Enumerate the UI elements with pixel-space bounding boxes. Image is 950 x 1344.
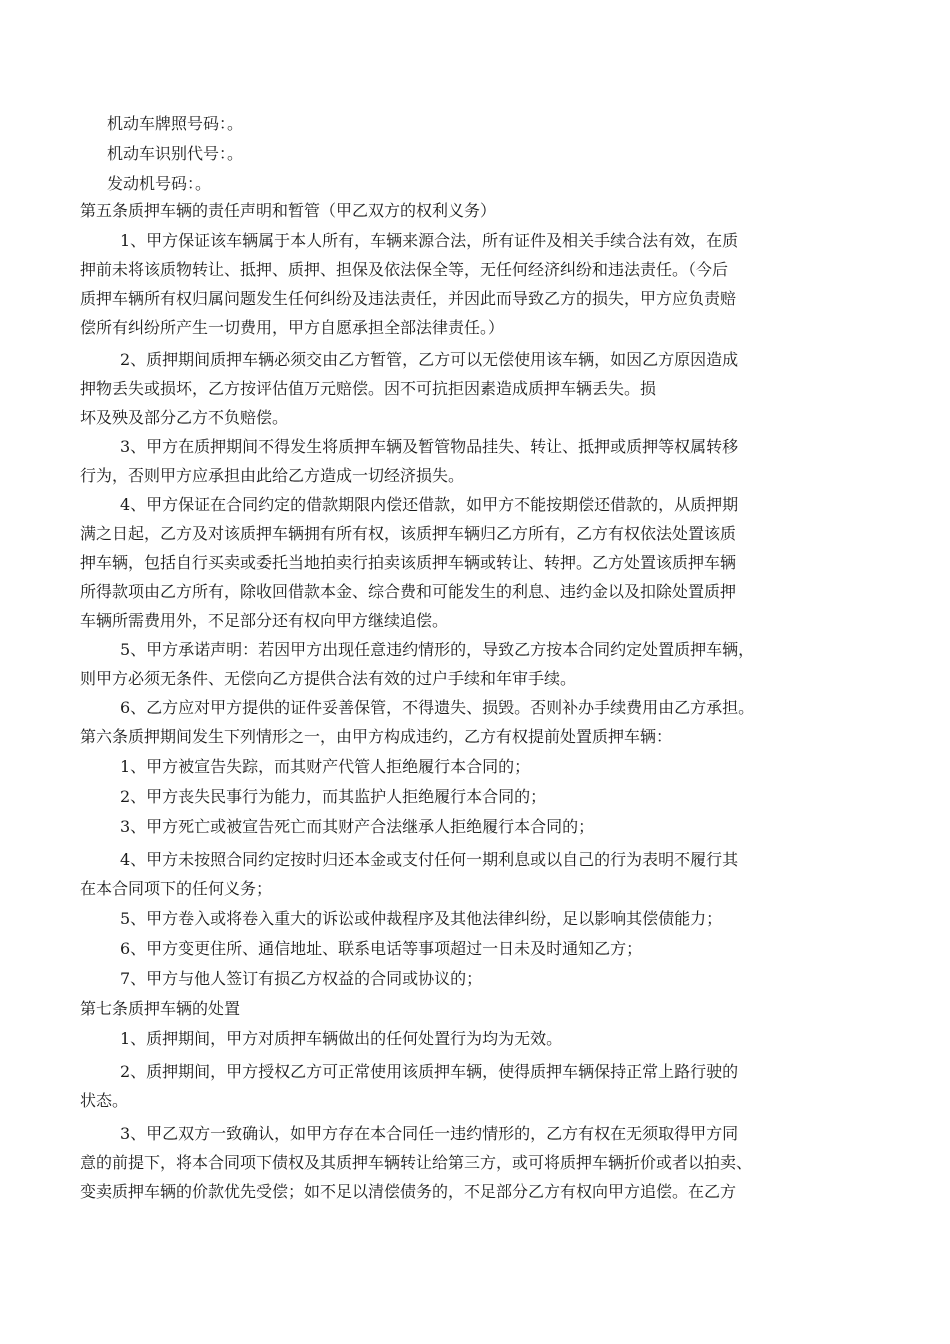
article5-p4-line: 所得款项由乙方所有，除收回借款本金、综合费和可能发生的利息、违约金以及扣除处置质押	[80, 582, 737, 601]
article7-p2-line: 状态。	[80, 1091, 129, 1110]
article5-p5-line: 则甲方必须无条件、无偿向乙方提供合法有效的过户手续和年审手续。	[80, 669, 577, 688]
article5-p3-line: 行为，否则甲方应承担由此给乙方造成一切经济损失。	[80, 466, 465, 485]
article5-p3-line: 3、甲方在质押期间不得发生将质押车辆及暂管物品挂失、转让、抵押或质押等权属转移	[120, 437, 739, 456]
article6-item: 5、甲方卷入或将卷入重大的诉讼或仲裁程序及其他法律纠纷，足以影响其偿债能力；	[120, 909, 723, 928]
article5-p1-line: 押前未将该质物转让、抵押、质押、担保及依法保全等，无任何经济纠纷和违法责任。（今后	[80, 260, 729, 279]
article5-p2-line: 押物丢失或损坏，乙方按评估值万元赔偿。因不可抗拒因素造成质押车辆丢失。损	[80, 379, 657, 398]
article6-item: 4、甲方未按照合同约定按时归还本金或支付任何一期利息或以自己的行为表明不履行其	[120, 850, 739, 869]
article6-item: 2、甲方丧失民事行为能力，而其监护人拒绝履行本合同的；	[120, 787, 547, 806]
article5-p2-line: 2、质押期间质押车辆必须交由乙方暂管，乙方可以无偿使用该车辆，如因乙方原因造成	[120, 350, 739, 369]
article6-heading: 第六条质押期间发生下列情形之一，由甲方构成违约，乙方有权提前处置质押车辆：	[80, 727, 673, 746]
article6-item: 7、甲方与他人签订有损乙方权益的合同或协议的；	[120, 969, 483, 988]
article6-item: 在本合同项下的任何义务；	[80, 879, 273, 898]
article6-item: 1、甲方被宣告失踪，而其财产代管人拒绝履行本合同的；	[120, 757, 531, 776]
article6-item: 3、甲方死亡或被宣告死亡而其财产合法继承人拒绝履行本合同的；	[120, 817, 595, 836]
article5-p4-line: 满之日起，乙方及对该质押车辆拥有所有权，该质押车辆归乙方所有，乙方有权依法处置该质	[80, 524, 737, 543]
engine-number-field: 发动机号码：。	[107, 174, 212, 193]
article5-p5-line: 5、甲方承诺声明：若因甲方出现任意违约情形的，导致乙方按本合同约定处置质押车辆，	[120, 640, 755, 659]
article5-p1-line: 偿所有纠纷所产生一切费用，甲方自愿承担全部法律责任。）	[80, 318, 505, 337]
article5-p4-line: 车辆所需费用外，不足部分还有权向甲方继续追偿。	[80, 611, 449, 630]
article7-p3-line: 变卖质押车辆的价款优先受偿；如不足以清偿债务的，不足部分乙方有权向甲方追偿。在乙方	[80, 1182, 737, 1201]
article7-p1-line: 1、质押期间，甲方对质押车辆做出的任何处置行为均为无效。	[120, 1029, 563, 1048]
article5-p6-line: 6、乙方应对甲方提供的证件妥善保管，不得遗失、损毁。否则补办手续费用由乙方承担。	[120, 698, 755, 717]
article5-p1-line: 1、甲方保证该车辆属于本人所有，车辆来源合法，所有证件及相关手续合法有效，在质	[120, 231, 739, 250]
license-plate-field: 机动车牌照号码：。	[107, 114, 244, 133]
article7-p3-line: 意的前提下，将本合同项下债权及其质押车辆转让给第三方，或可将质押车辆折价或者以拍卖、	[80, 1153, 753, 1172]
article5-p1-line: 质押车辆所有权归属问题发生任何纠纷及违法责任，并因此而导致乙方的损失，甲方应负责赔	[80, 289, 737, 308]
article5-heading: 第五条质押车辆的责任声明和暂管（甲乙双方的权利义务）	[80, 201, 497, 220]
article5-p4-line: 押车辆，包括自行买卖或委托当地拍卖行拍卖该质押车辆或转让、转押。乙方处置该质押车辆	[80, 553, 737, 572]
article6-item: 6、甲方变更住所、通信地址、联系电话等事项超过一日未及时通知乙方；	[120, 939, 643, 958]
article5-p4-line: 4、甲方保证在合同约定的借款期限内偿还借款，如甲方不能按期偿还借款的，从质押期	[120, 495, 739, 514]
article5-p2-line: 坏及殃及部分乙方不负赔偿。	[80, 408, 289, 427]
vehicle-id-field: 机动车识别代号：。	[107, 144, 244, 163]
article7-p2-line: 2、质押期间，甲方授权乙方可正常使用该质押车辆，使得质押车辆保持正常上路行驶的	[120, 1062, 739, 1081]
article7-heading: 第七条质押车辆的处置	[80, 999, 241, 1018]
article7-p3-line: 3、甲乙双方一致确认，如甲方存在本合同任一违约情形的，乙方有权在无须取得甲方同	[120, 1124, 739, 1143]
